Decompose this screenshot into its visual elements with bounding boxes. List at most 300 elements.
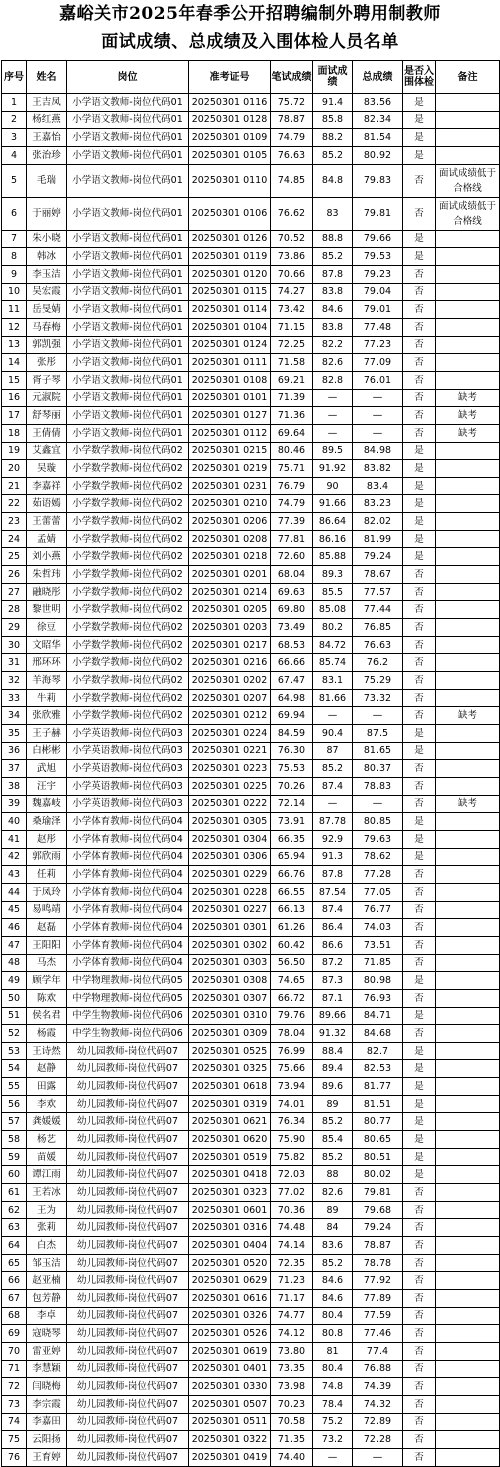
cell-remarks: [436, 742, 500, 760]
cell-written-score: 75.90: [271, 1131, 313, 1149]
cell-written-score: 73.35: [271, 1360, 313, 1378]
table-row: [2, 1201, 500, 1219]
cell-index: 74: [2, 1413, 27, 1431]
cell-written-score: 71.36: [271, 407, 313, 425]
table-row: [2, 830, 500, 848]
cell-interview-score: —: [313, 407, 353, 425]
cell-exam-id: 20250301 0126: [189, 230, 271, 248]
cell-exam-id: 20250301 0210: [189, 495, 271, 513]
table-row: [2, 283, 500, 301]
cell-index: 54: [2, 1060, 27, 1078]
cell-written-score: 76.34: [271, 1113, 313, 1131]
cell-name: 郭欣雨: [27, 848, 67, 866]
cell-written-score: 66.66: [271, 654, 313, 672]
cell-position: 小学语文教师-岗位代码01: [67, 111, 189, 129]
title-line-1: 嘉峪关市2025年春季公开招聘编制外聘用制教师: [59, 4, 441, 24]
cell-remarks: [436, 1254, 500, 1272]
cell-exam-id: 20250301 0418: [189, 1166, 271, 1184]
cell-position: 小学语文教师-岗位代码01: [67, 301, 189, 319]
cell-interview-score: 89.4: [313, 1060, 353, 1078]
cell-physical-exam: 是: [403, 548, 436, 566]
cell-total-score: 82.7: [353, 1042, 403, 1060]
cell-interview-score: 91.3: [313, 848, 353, 866]
cell-physical-exam: 否: [403, 901, 436, 919]
table-row: [2, 548, 500, 566]
cell-total-score: 81.51: [353, 1095, 403, 1113]
cell-total-score: 83.23: [353, 495, 403, 513]
cell-total-score: 76.85: [353, 619, 403, 637]
cell-total-score: 78.62: [353, 848, 403, 866]
cell-physical-exam: 否: [403, 1025, 436, 1043]
cell-interview-score: 87.54: [313, 883, 353, 901]
cell-position: 幼儿园教师-岗位代码07: [67, 1431, 189, 1449]
cell-physical-exam: 是: [403, 1166, 436, 1184]
cell-total-score: 76.93: [353, 989, 403, 1007]
cell-index: 17: [2, 407, 27, 425]
cell-name: 李卓: [27, 1307, 67, 1325]
cell-exam-id: 20250301 0101: [189, 389, 271, 407]
cell-exam-id: 20250301 0212: [189, 707, 271, 725]
cell-interview-score: 89.3: [313, 566, 353, 584]
table-row: [2, 477, 500, 495]
cell-remarks: [436, 883, 500, 901]
cell-total-score: —: [353, 407, 403, 425]
cell-name: 黎世明: [27, 601, 67, 619]
cell-remarks: [436, 1184, 500, 1202]
cell-remarks: [436, 1325, 500, 1343]
cell-remarks: [436, 672, 500, 690]
cell-written-score: 73.49: [271, 619, 313, 637]
table-row: [2, 230, 500, 248]
table-row: [2, 407, 500, 425]
cell-exam-id: 20250301 0208: [189, 530, 271, 548]
cell-index: 40: [2, 813, 27, 831]
cell-exam-id: 20250301 0228: [189, 883, 271, 901]
table-row: [2, 760, 500, 778]
table-row: [2, 371, 500, 389]
cell-index: 11: [2, 301, 27, 319]
col-header-written-score: 笔试成绩: [271, 61, 313, 94]
cell-written-score: 72.35: [271, 1254, 313, 1272]
col-header-index: 序号: [2, 61, 27, 94]
cell-remarks: 面试成绩低于合格线: [436, 197, 500, 230]
cell-interview-score: 82.2: [313, 336, 353, 354]
cell-physical-exam: 否: [403, 1431, 436, 1449]
cell-name: 吴璇: [27, 460, 67, 478]
cell-position: 小学语文教师-岗位代码01: [67, 197, 189, 230]
cell-physical-exam: 是: [403, 230, 436, 248]
table-row: [2, 566, 500, 584]
table-row: [2, 146, 500, 164]
cell-total-score: 81.54: [353, 129, 403, 147]
cell-position: 幼儿园教师-岗位代码07: [67, 1148, 189, 1166]
cell-exam-id: 20250301 0205: [189, 601, 271, 619]
cell-remarks: [436, 760, 500, 778]
cell-interview-score: 85.2: [313, 1113, 353, 1131]
cell-position: 小学数学教师-岗位代码02: [67, 583, 189, 601]
cell-exam-id: 20250301 0218: [189, 548, 271, 566]
cell-position: 幼儿园教师-岗位代码07: [67, 1060, 189, 1078]
table-row: [2, 265, 500, 283]
cell-name: 易鸣靖: [27, 901, 67, 919]
cell-exam-id: 20250301 0620: [189, 1131, 271, 1149]
cell-exam-id: 20250301 0526: [189, 1325, 271, 1343]
cell-written-score: 69.21: [271, 371, 313, 389]
cell-interview-score: 85.2: [313, 1254, 353, 1272]
cell-exam-id: 20250301 0124: [189, 336, 271, 354]
cell-written-score: 68.53: [271, 636, 313, 654]
cell-position: 小学数学教师-岗位代码02: [67, 513, 189, 531]
cell-written-score: 73.86: [271, 248, 313, 266]
cell-physical-exam: 否: [403, 1395, 436, 1413]
table-row: [2, 1448, 500, 1466]
cell-position: 小学语文教师-岗位代码01: [67, 318, 189, 336]
cell-exam-id: 20250301 0326: [189, 1307, 271, 1325]
cell-interview-score: 75.2: [313, 1413, 353, 1431]
cell-position: 幼儿园教师-岗位代码07: [67, 1395, 189, 1413]
cell-physical-exam: 否: [403, 164, 436, 197]
cell-physical-exam: 否: [403, 654, 436, 672]
cell-written-score: 69.63: [271, 583, 313, 601]
cell-remarks: [436, 1078, 500, 1096]
col-header-position: 岗位: [67, 61, 189, 94]
cell-interview-score: 73.2: [313, 1431, 353, 1449]
cell-remarks: [436, 1042, 500, 1060]
cell-remarks: [436, 989, 500, 1007]
table-row: [2, 1431, 500, 1449]
cell-position: 小学数学教师-岗位代码02: [67, 495, 189, 513]
cell-total-score: 78.67: [353, 566, 403, 584]
cell-exam-id: 20250301 0104: [189, 318, 271, 336]
cell-physical-exam: 否: [403, 318, 436, 336]
cell-exam-id: 20250301 0601: [189, 1201, 271, 1219]
table-row: [2, 883, 500, 901]
cell-written-score: 74.12: [271, 1325, 313, 1343]
cell-exam-id: 20250301 0310: [189, 1007, 271, 1025]
cell-written-score: 60.42: [271, 936, 313, 954]
cell-exam-id: 20250301 0519: [189, 1148, 271, 1166]
cell-position: 小学语文教师-岗位代码01: [67, 283, 189, 301]
cell-total-score: 80.98: [353, 972, 403, 990]
table-row: [2, 777, 500, 795]
cell-written-score: 76.30: [271, 742, 313, 760]
cell-name: 张彤: [27, 354, 67, 372]
cell-remarks: [436, 689, 500, 707]
cell-interview-score: —: [313, 424, 353, 442]
cell-interview-score: 84.6: [313, 1272, 353, 1290]
cell-index: 75: [2, 1431, 27, 1449]
cell-name: 武旭: [27, 760, 67, 778]
cell-total-score: 73.51: [353, 936, 403, 954]
table-row: [2, 936, 500, 954]
cell-total-score: 84.98: [353, 442, 403, 460]
table-row: [2, 513, 500, 531]
cell-interview-score: 81: [313, 1342, 353, 1360]
cell-position: 小学语文教师-岗位代码01: [67, 424, 189, 442]
cell-index: 6: [2, 197, 27, 230]
cell-position: 小学数学教师-岗位代码02: [67, 477, 189, 495]
cell-interview-score: 87.78: [313, 813, 353, 831]
cell-written-score: 79.76: [271, 1007, 313, 1025]
cell-index: 39: [2, 795, 27, 813]
cell-interview-score: 85.88: [313, 548, 353, 566]
cell-physical-exam: 是: [403, 1131, 436, 1149]
cell-total-score: —: [353, 707, 403, 725]
col-header-exam-id: 准考证号: [189, 61, 271, 94]
cell-interview-score: 80.2: [313, 619, 353, 637]
cell-remarks: [436, 1201, 500, 1219]
cell-index: 21: [2, 477, 27, 495]
cell-index: 42: [2, 848, 27, 866]
cell-remarks: 缺考: [436, 795, 500, 813]
cell-remarks: [436, 111, 500, 129]
cell-index: 20: [2, 460, 27, 478]
cell-interview-score: 91.4: [313, 94, 353, 112]
cell-remarks: [436, 813, 500, 831]
cell-interview-score: 74.8: [313, 1378, 353, 1396]
cell-physical-exam: 是: [403, 742, 436, 760]
cell-position: 小学体育教师-岗位代码04: [67, 954, 189, 972]
table-row: [2, 495, 500, 513]
cell-interview-score: 91.92: [313, 460, 353, 478]
table-body: [2, 94, 500, 1467]
cell-total-score: 80.02: [353, 1166, 403, 1184]
cell-index: 73: [2, 1395, 27, 1413]
table-row: [2, 689, 500, 707]
cell-written-score: 76.79: [271, 477, 313, 495]
cell-physical-exam: 否: [403, 1219, 436, 1237]
cell-index: 3: [2, 129, 27, 147]
cell-remarks: [436, 354, 500, 372]
cell-remarks: [436, 636, 500, 654]
cell-position: 小学英语教师-岗位代码03: [67, 760, 189, 778]
cell-written-score: 66.72: [271, 989, 313, 1007]
cell-name: 茹语嫣: [27, 495, 67, 513]
document-title: [0, 0, 500, 60]
cell-remarks: [436, 1095, 500, 1113]
cell-written-score: 84.59: [271, 725, 313, 743]
cell-remarks: [436, 1113, 500, 1131]
cell-interview-score: 85.5: [313, 583, 353, 601]
cell-name: 龚媛媛: [27, 1113, 67, 1131]
cell-written-score: 66.55: [271, 883, 313, 901]
cell-remarks: [436, 336, 500, 354]
cell-index: 29: [2, 619, 27, 637]
cell-index: 61: [2, 1184, 27, 1202]
cell-remarks: [436, 530, 500, 548]
cell-position: 幼儿园教师-岗位代码07: [67, 1219, 189, 1237]
table-row: [2, 129, 500, 147]
cell-physical-exam: 否: [403, 672, 436, 690]
cell-physical-exam: 否: [403, 989, 436, 1007]
cell-total-score: 72.28: [353, 1431, 403, 1449]
cell-written-score: 67.47: [271, 672, 313, 690]
cell-written-score: 66.76: [271, 866, 313, 884]
results-table: [1, 60, 500, 1467]
cell-index: 69: [2, 1325, 27, 1343]
cell-interview-score: 87.8: [313, 866, 353, 884]
cell-position: 小学语文教师-岗位代码01: [67, 94, 189, 112]
cell-written-score: 64.98: [271, 689, 313, 707]
cell-exam-id: 20250301 0303: [189, 954, 271, 972]
table-row: [2, 1166, 500, 1184]
table-row: [2, 248, 500, 266]
cell-position: 幼儿园教师-岗位代码07: [67, 1166, 189, 1184]
cell-name: 李嘉祥: [27, 477, 67, 495]
cell-position: 中学生物教师-岗位代码06: [67, 1025, 189, 1043]
cell-interview-score: 84: [313, 1219, 353, 1237]
cell-written-score: 70.36: [271, 1201, 313, 1219]
cell-remarks: [436, 1166, 500, 1184]
cell-remarks: [436, 1360, 500, 1378]
cell-name: 文昭华: [27, 636, 67, 654]
cell-index: 62: [2, 1201, 27, 1219]
cell-position: 小学语文教师-岗位代码01: [67, 336, 189, 354]
cell-interview-score: 82.8: [313, 371, 353, 389]
cell-exam-id: 20250301 0323: [189, 1184, 271, 1202]
cell-written-score: 74.65: [271, 972, 313, 990]
cell-exam-id: 20250301 0304: [189, 830, 271, 848]
cell-index: 33: [2, 689, 27, 707]
cell-interview-score: 78.4: [313, 1395, 353, 1413]
cell-exam-id: 20250301 0223: [189, 760, 271, 778]
cell-written-score: 69.80: [271, 601, 313, 619]
cell-index: 32: [2, 672, 27, 690]
cell-physical-exam: 否: [403, 1184, 436, 1202]
cell-written-score: 72.03: [271, 1166, 313, 1184]
cell-exam-id: 20250301 0309: [189, 1025, 271, 1043]
cell-physical-exam: 否: [403, 407, 436, 425]
cell-total-score: 83.4: [353, 477, 403, 495]
cell-interview-score: 91.32: [313, 1025, 353, 1043]
cell-total-score: 77.4: [353, 1342, 403, 1360]
cell-remarks: [436, 1060, 500, 1078]
cell-exam-id: 20250301 0330: [189, 1378, 271, 1396]
cell-position: 小学数学教师-岗位代码02: [67, 707, 189, 725]
cell-name: 艾鑫宜: [27, 442, 67, 460]
cell-total-score: 79.23: [353, 265, 403, 283]
cell-index: 22: [2, 495, 27, 513]
cell-total-score: 79.81: [353, 197, 403, 230]
cell-index: 47: [2, 936, 27, 954]
cell-physical-exam: 否: [403, 389, 436, 407]
cell-exam-id: 20250301 0215: [189, 442, 271, 460]
cell-remarks: [436, 230, 500, 248]
cell-interview-score: 85.2: [313, 760, 353, 778]
cell-name: 杨艺: [27, 1131, 67, 1149]
cell-name: 杨红燕: [27, 111, 67, 129]
cell-position: 幼儿园教师-岗位代码07: [67, 1307, 189, 1325]
cell-interview-score: 87.3: [313, 972, 353, 990]
cell-interview-score: 83.8: [313, 318, 353, 336]
cell-total-score: 84.68: [353, 1025, 403, 1043]
cell-physical-exam: 是: [403, 248, 436, 266]
cell-remarks: [436, 1148, 500, 1166]
cell-index: 31: [2, 654, 27, 672]
cell-position: 小学语文教师-岗位代码01: [67, 265, 189, 283]
cell-written-score: 74.01: [271, 1095, 313, 1113]
cell-total-score: 77.57: [353, 583, 403, 601]
cell-written-score: 78.04: [271, 1025, 313, 1043]
cell-total-score: 82.02: [353, 513, 403, 531]
cell-remarks: [436, 477, 500, 495]
cell-remarks: [436, 866, 500, 884]
cell-name: 胥子琴: [27, 371, 67, 389]
cell-remarks: [436, 318, 500, 336]
cell-total-score: 79.81: [353, 1184, 403, 1202]
cell-index: 67: [2, 1290, 27, 1308]
cell-remarks: [436, 601, 500, 619]
cell-total-score: 80.51: [353, 1148, 403, 1166]
cell-physical-exam: 否: [403, 707, 436, 725]
cell-remarks: [436, 1025, 500, 1043]
cell-exam-id: 20250301 0322: [189, 1431, 271, 1449]
cell-index: 9: [2, 265, 27, 283]
cell-interview-score: 89.66: [313, 1007, 353, 1025]
cell-remarks: [436, 513, 500, 531]
cell-total-score: 79.63: [353, 830, 403, 848]
cell-total-score: 76.88: [353, 1360, 403, 1378]
cell-remarks: [436, 848, 500, 866]
cell-physical-exam: 否: [403, 883, 436, 901]
cell-exam-id: 20250301 0307: [189, 989, 271, 1007]
cell-name: 马春梅: [27, 318, 67, 336]
cell-position: 中学生物教师-岗位代码06: [67, 1007, 189, 1025]
cell-remarks: [436, 1290, 500, 1308]
cell-physical-exam: 否: [403, 689, 436, 707]
cell-physical-exam: 是: [403, 94, 436, 112]
cell-index: 2: [2, 111, 27, 129]
table-row: [2, 601, 500, 619]
cell-name: 张治珍: [27, 146, 67, 164]
cell-total-score: 80.37: [353, 760, 403, 778]
cell-position: 小学英语教师-岗位代码03: [67, 795, 189, 813]
table-row: [2, 866, 500, 884]
cell-index: 19: [2, 442, 27, 460]
cell-position: 小学数学教师-岗位代码02: [67, 619, 189, 637]
cell-physical-exam: 是: [403, 813, 436, 831]
cell-total-score: 77.05: [353, 883, 403, 901]
cell-remarks: 缺考: [436, 707, 500, 725]
cell-exam-id: 20250301 0115: [189, 283, 271, 301]
cell-name: 张欣雅: [27, 707, 67, 725]
cell-total-score: 77.46: [353, 1325, 403, 1343]
cell-total-score: 82.34: [353, 111, 403, 129]
cell-exam-id: 20250301 0106: [189, 197, 271, 230]
cell-name: 李慧颖: [27, 1360, 67, 1378]
table-row: [2, 1254, 500, 1272]
cell-remarks: [436, 1431, 500, 1449]
cell-position: 小学体育教师-岗位代码04: [67, 883, 189, 901]
cell-position: 小学数学教师-岗位代码02: [67, 654, 189, 672]
cell-interview-score: 83.6: [313, 1237, 353, 1255]
cell-written-score: 71.39: [271, 389, 313, 407]
cell-exam-id: 20250301 0221: [189, 742, 271, 760]
table-row: [2, 1148, 500, 1166]
cell-physical-exam: 否: [403, 1325, 436, 1343]
table-row: [2, 1413, 500, 1431]
table-row: [2, 336, 500, 354]
cell-index: 65: [2, 1254, 27, 1272]
cell-exam-id: 20250301 0128: [189, 111, 271, 129]
table-row: [2, 1184, 500, 1202]
cell-position: 幼儿园教师-岗位代码07: [67, 1290, 189, 1308]
cell-index: 70: [2, 1342, 27, 1360]
cell-exam-id: 20250301 0110: [189, 164, 271, 197]
cell-total-score: 81.99: [353, 530, 403, 548]
cell-remarks: [436, 146, 500, 164]
cell-position: 小学语文教师-岗位代码01: [67, 407, 189, 425]
